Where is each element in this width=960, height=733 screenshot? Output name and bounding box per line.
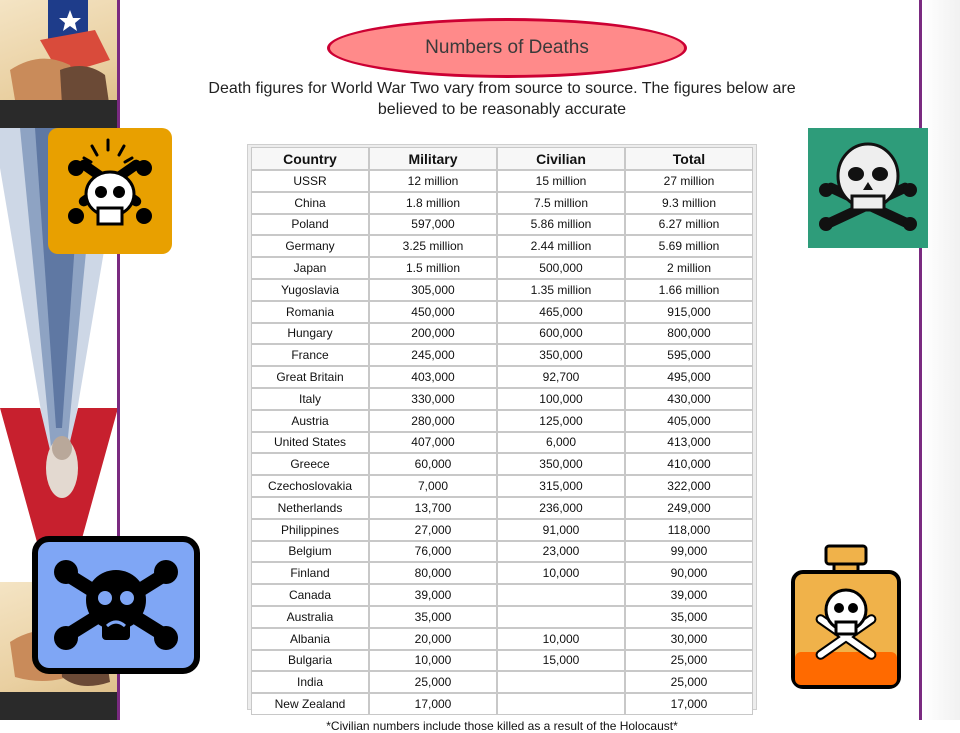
table-cell-military: 245,000 <box>369 344 497 366</box>
table-cell-country: Hungary <box>251 323 369 345</box>
table-cell-civilian: 10,000 <box>497 628 625 650</box>
skull-crossbones-blue-icon <box>32 536 200 674</box>
table-cell-military: 200,000 <box>369 323 497 345</box>
table-cell-military: 27,000 <box>369 519 497 541</box>
column-header-country: Country <box>251 147 369 170</box>
table-cell-country: Netherlands <box>251 497 369 519</box>
table-cell-military: 35,000 <box>369 606 497 628</box>
table-cell-total: 39,000 <box>625 584 753 606</box>
table-cell-civilian: 91,000 <box>497 519 625 541</box>
table-cell-country: Czechoslovakia <box>251 475 369 497</box>
table-row <box>251 519 753 541</box>
table-cell-country: United States <box>251 432 369 454</box>
intro-text: Death figures for World War Two vary from source to source. The figures below are believed to be reasonably accurate <box>208 80 796 118</box>
table-cell-military: 76,000 <box>369 541 497 563</box>
table-cell-total: 410,000 <box>625 453 753 475</box>
table-cell-total: 322,000 <box>625 475 753 497</box>
table-row <box>251 410 753 432</box>
table-cell-military: 407,000 <box>369 432 497 454</box>
table-cell-country: New Zealand <box>251 693 369 715</box>
table-cell-civilian: 100,000 <box>497 388 625 410</box>
column-header-military: Military <box>369 147 497 170</box>
table-cell-total: 5.69 million <box>625 235 753 257</box>
column-header-total: Total <box>625 147 753 170</box>
table-cell-civilian: 465,000 <box>497 301 625 323</box>
table-row <box>251 497 753 519</box>
table-cell-military: 13,700 <box>369 497 497 519</box>
page-title: Numbers of Deaths <box>425 37 589 58</box>
table-cell-military: 305,000 <box>369 279 497 301</box>
table-cell-country: China <box>251 192 369 214</box>
table-cell-military: 1.8 million <box>369 192 497 214</box>
table-row <box>251 388 753 410</box>
table-cell-total: 27 million <box>625 170 753 192</box>
table-row <box>251 279 753 301</box>
table-cell-military: 10,000 <box>369 650 497 672</box>
deaths-table <box>251 147 753 715</box>
table-cell-military: 280,000 <box>369 410 497 432</box>
table-cell-total: 25,000 <box>625 650 753 672</box>
table-cell-country: Philippines <box>251 519 369 541</box>
table-cell-civilian: 7.5 million <box>497 192 625 214</box>
table-cell-civilian: 5.86 million <box>497 214 625 236</box>
table-cell-civilian <box>497 606 625 628</box>
table-cell-civilian: 315,000 <box>497 475 625 497</box>
table-row <box>251 301 753 323</box>
table-cell-country: Romania <box>251 301 369 323</box>
table-cell-military: 1.5 million <box>369 257 497 279</box>
table-row <box>251 628 753 650</box>
table-cell-civilian: 350,000 <box>497 453 625 475</box>
title-oval <box>327 18 687 78</box>
table-cell-total: 99,000 <box>625 541 753 563</box>
table-cell-total: 249,000 <box>625 497 753 519</box>
table-row <box>251 562 753 584</box>
skull-crossbones-orange-icon <box>48 128 172 254</box>
handshake-poster-top <box>0 0 118 128</box>
table-cell-country: France <box>251 344 369 366</box>
table-cell-country: Great Britain <box>251 366 369 388</box>
table-cell-total: 2 million <box>625 257 753 279</box>
table-cell-country: Austria <box>251 410 369 432</box>
table-cell-civilian: 6,000 <box>497 432 625 454</box>
table-row <box>251 584 753 606</box>
table-cell-civilian: 10,000 <box>497 562 625 584</box>
table-cell-country: Bulgaria <box>251 650 369 672</box>
column-header-civilian: Civilian <box>497 147 625 170</box>
table-cell-total: 90,000 <box>625 562 753 584</box>
table-cell-civilian: 23,000 <box>497 541 625 563</box>
table-row <box>251 323 753 345</box>
table-cell-total: 413,000 <box>625 432 753 454</box>
table-cell-civilian: 600,000 <box>497 323 625 345</box>
table-cell-country: USSR <box>251 170 369 192</box>
table-row <box>251 170 753 192</box>
table-cell-country: Finland <box>251 562 369 584</box>
table-cell-civilian: 92,700 <box>497 366 625 388</box>
table-cell-country: India <box>251 671 369 693</box>
table-cell-military: 403,000 <box>369 366 497 388</box>
skull-crossbones-green-icon <box>808 128 928 248</box>
table-row <box>251 671 753 693</box>
table-cell-military: 597,000 <box>369 214 497 236</box>
table-cell-country: Greece <box>251 453 369 475</box>
table-cell-civilian: 2.44 million <box>497 235 625 257</box>
table-cell-military: 330,000 <box>369 388 497 410</box>
table-cell-civilian: 350,000 <box>497 344 625 366</box>
poison-bottle-icon <box>790 544 902 690</box>
table-row <box>251 650 753 672</box>
table-cell-country: Japan <box>251 257 369 279</box>
table-cell-country: Italy <box>251 388 369 410</box>
table-cell-country: Albania <box>251 628 369 650</box>
table-cell-country: Belgium <box>251 541 369 563</box>
table-cell-military: 80,000 <box>369 562 497 584</box>
table-row <box>251 606 753 628</box>
table-cell-military: 3.25 million <box>369 235 497 257</box>
table-cell-military: 25,000 <box>369 671 497 693</box>
table-row <box>251 432 753 454</box>
table-cell-total: 430,000 <box>625 388 753 410</box>
right-margin <box>922 0 960 720</box>
table-cell-country: Australia <box>251 606 369 628</box>
table-cell-country: Yugoslavia <box>251 279 369 301</box>
table-cell-civilian <box>497 671 625 693</box>
table-cell-civilian <box>497 584 625 606</box>
table-cell-civilian: 125,000 <box>497 410 625 432</box>
table-cell-total: 1.66 million <box>625 279 753 301</box>
table-cell-civilian: 1.35 million <box>497 279 625 301</box>
table-cell-military: 12 million <box>369 170 497 192</box>
table-cell-military: 39,000 <box>369 584 497 606</box>
table-cell-country: Poland <box>251 214 369 236</box>
table-cell-total: 30,000 <box>625 628 753 650</box>
table-row <box>251 541 753 563</box>
table-cell-military: 450,000 <box>369 301 497 323</box>
table-cell-total: 800,000 <box>625 323 753 345</box>
table-row <box>251 693 753 715</box>
table-cell-military: 60,000 <box>369 453 497 475</box>
table-cell-total: 35,000 <box>625 606 753 628</box>
table-cell-civilian: 500,000 <box>497 257 625 279</box>
table-cell-country: Germany <box>251 235 369 257</box>
table-row <box>251 453 753 475</box>
table-cell-total: 405,000 <box>625 410 753 432</box>
table-cell-total: 9.3 million <box>625 192 753 214</box>
table-cell-civilian <box>497 693 625 715</box>
table-row <box>251 475 753 497</box>
table-cell-military: 7,000 <box>369 475 497 497</box>
table-cell-total: 595,000 <box>625 344 753 366</box>
table-cell-civilian: 15,000 <box>497 650 625 672</box>
table-header-row <box>251 147 753 170</box>
table-cell-total: 17,000 <box>625 693 753 715</box>
table-cell-military: 17,000 <box>369 693 497 715</box>
table-cell-country: Canada <box>251 584 369 606</box>
table-cell-total: 6.27 million <box>625 214 753 236</box>
table-cell-military: 20,000 <box>369 628 497 650</box>
table-cell-civilian: 236,000 <box>497 497 625 519</box>
table-cell-total: 915,000 <box>625 301 753 323</box>
table-row <box>251 214 753 236</box>
table-row <box>251 344 753 366</box>
table-row <box>251 192 753 214</box>
table-row <box>251 366 753 388</box>
table-cell-total: 118,000 <box>625 519 753 541</box>
table-row <box>251 235 753 257</box>
table-cell-total: 495,000 <box>625 366 753 388</box>
table-row <box>251 257 753 279</box>
deaths-table-container <box>247 144 757 733</box>
table-cell-civilian: 15 million <box>497 170 625 192</box>
table-footnote: *Civilian numbers include those killed as a result of the Holocaust* <box>326 718 678 733</box>
table-cell-total: 25,000 <box>625 671 753 693</box>
